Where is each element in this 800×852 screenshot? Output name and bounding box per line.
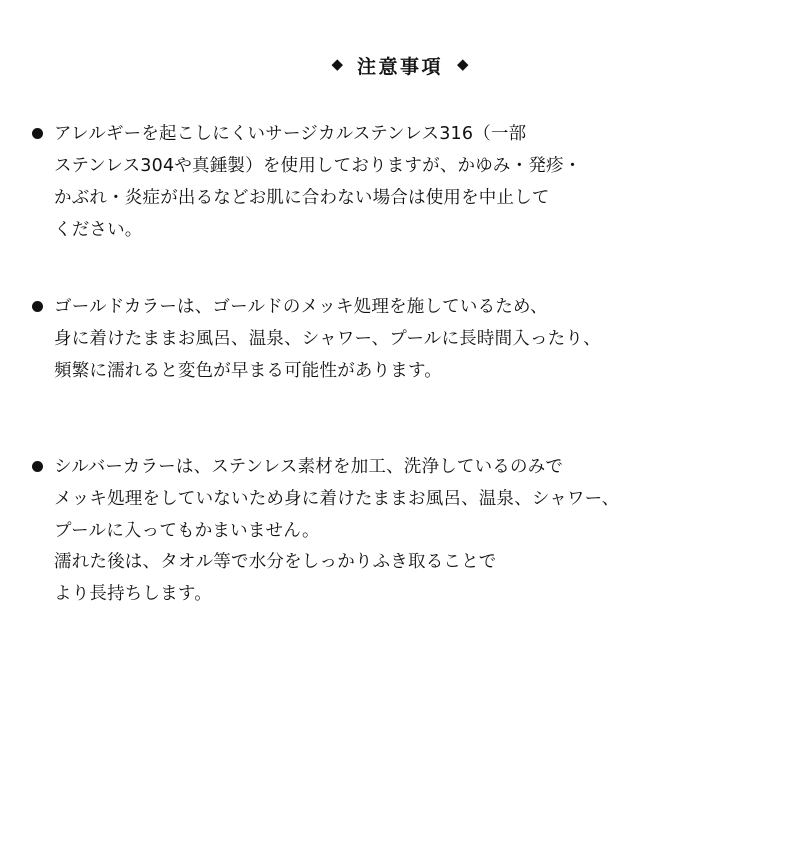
list-item-line: ゴールドカラーは、ゴールドのメッキ処理を施しているため、 [54,297,548,318]
diamond-left-icon: ◆ [331,55,343,73]
list-item-body [54,292,760,388]
list-item-line: 身に着けたままお風呂、温泉、シャワー、プールに長時間入ったり、 [54,329,601,350]
page-title [0,52,800,79]
bullet-icon [32,461,43,472]
list-item-body [54,119,760,246]
list-item-line: ください。 [54,219,143,240]
bullet-icon [32,128,43,139]
list-item-body [54,452,760,611]
list-item-line: アレルギーを起こしにくいサージカルステンレス316（一部 [54,124,527,144]
notice-page [0,52,800,852]
list-item-line: シルバーカラーは、ステンレス素材を加工、洗浄しているのみで [54,456,564,477]
list-item-line: 頻繁に濡れると変色が早まる可能性があります。 [54,361,442,382]
list-item [32,119,760,246]
list-item-line: かぶれ・炎症が出るなどお肌に合わない場合は使用を中止して [54,187,550,208]
list-item-line: より長持ちします。 [54,584,212,605]
bullet-icon [32,301,43,312]
notice-list [0,119,800,611]
list-item-line: 濡れた後は、タオル等で水分をしっかりふき取ることで [54,552,497,573]
page-title-text: 注意事項 [356,56,443,78]
diamond-right-icon: ◆ [457,55,469,73]
list-item [32,292,760,388]
list-item [32,452,760,611]
list-item-line: プールに入ってもかまいません。 [54,520,320,541]
list-item-line: メッキ処理をしていないため身に着けたままお風呂、温泉、シャワー、 [54,488,620,509]
list-item-line: ステンレス304や真錘製）を使用しておりますが、かゆみ・発疹・ [54,155,582,176]
